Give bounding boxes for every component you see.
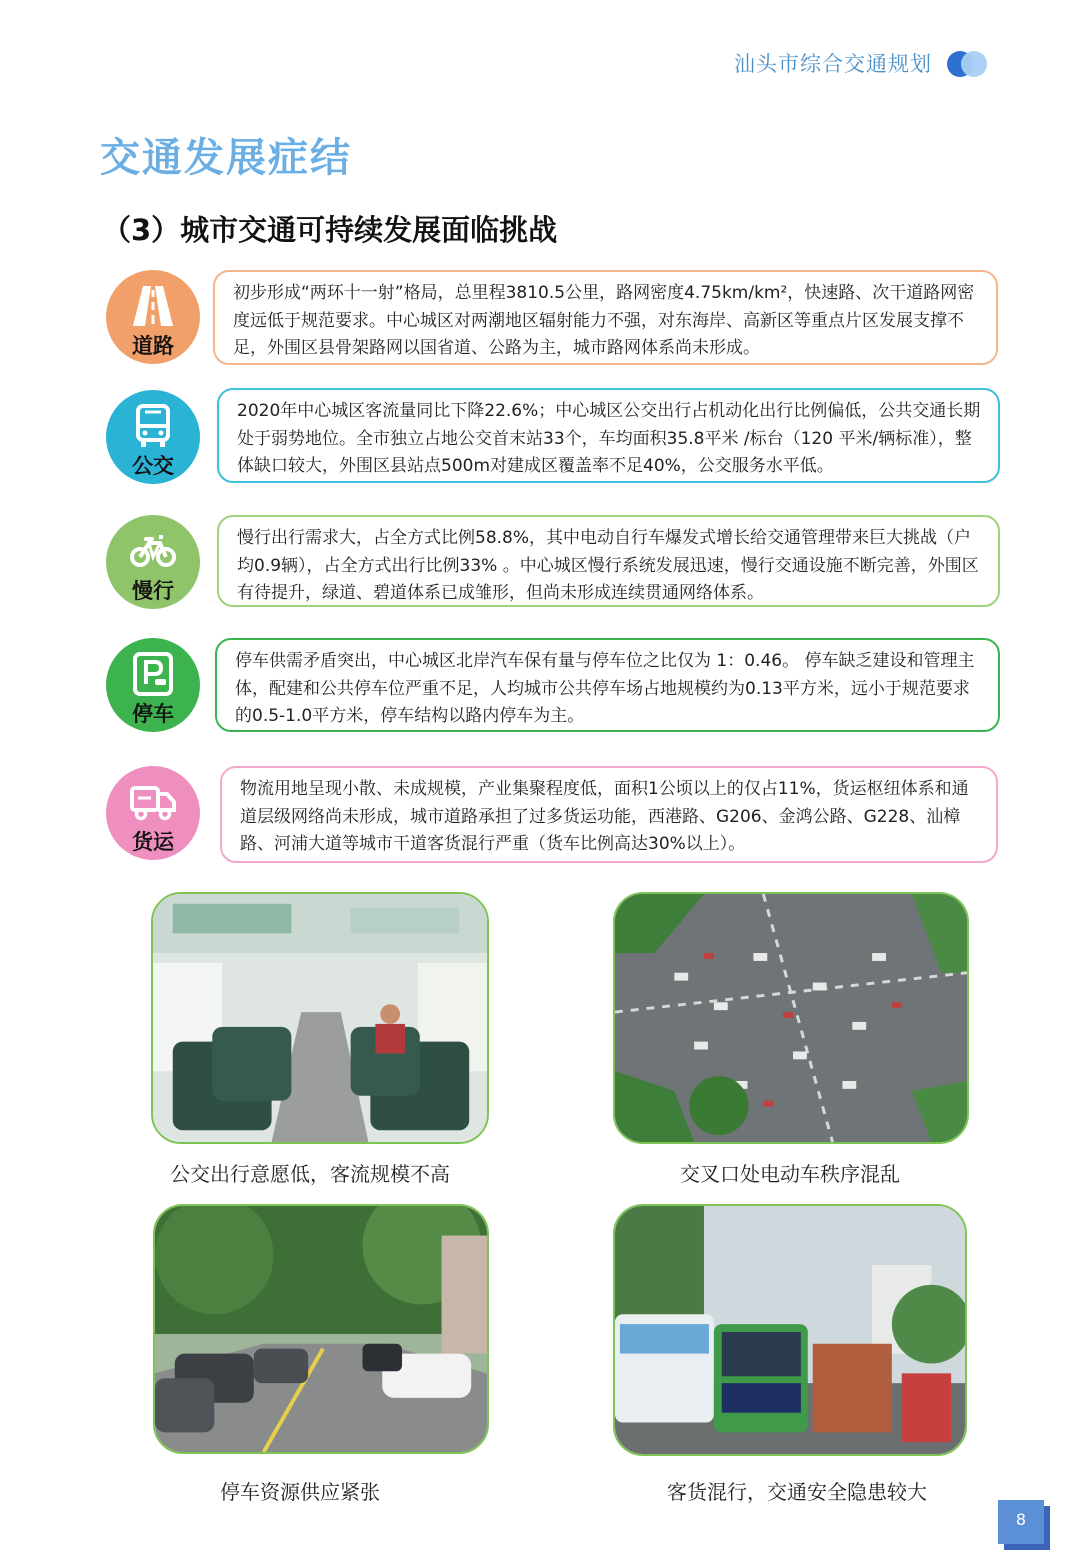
bus-badge bbox=[106, 390, 200, 484]
freight-label: 货运 bbox=[132, 830, 174, 854]
slow-traffic-label: 慢行 bbox=[132, 579, 174, 603]
parking-text: 停车供需矛盾突出，中心城区北岸汽车保有量与停车位之比仅为 1：0.46。 停车缺乏建设和管理主体，配建和公共停车位严重不足，人均城市公共停车场占地规模约为0.13平方米，远小于规范要求的0.5-1.0平方米，停车结构以路内停车为主。 bbox=[215, 638, 1000, 732]
challenge-row-freight bbox=[0, 766, 1080, 866]
road-icon bbox=[129, 282, 177, 330]
bus-label: 公交 bbox=[132, 454, 174, 478]
truck-icon bbox=[129, 778, 177, 826]
road-badge bbox=[106, 270, 200, 364]
freight-text: 物流用地呈现小散、未成规模，产业集聚程度低，面积1公顷以上的仅占11%，货运枢纽体系和通道层级网络尚未形成，城市道路承担了过多货运功能，西港路、G206、金鸿公路、G228、汕樟路、河浦大道等城市干道客货混行严重（货车比例高达30%以上）。 bbox=[220, 766, 998, 863]
header-logo-dots bbox=[945, 49, 989, 79]
bicycle-icon bbox=[129, 527, 177, 575]
page-number: 8 bbox=[998, 1500, 1044, 1544]
road-label: 道路 bbox=[132, 334, 174, 358]
bus-text: 2020年中心城区客流量同比下降22.6%；中心城区公交出行占机动化出行比例偏低，公共交通长期处于弱势地位。全市独立占地公交首末站33个，车均面积35.8平米 /标台（120 平米/辆标准），整体缺口较大，外围区县站点500m对建成区覆盖率不足40%，公交服务水平低。 bbox=[217, 388, 1000, 483]
challenge-row-bus bbox=[0, 390, 1080, 490]
photo-parking-street bbox=[153, 1204, 489, 1454]
caption-parking-street: 停车资源供应紧张 bbox=[220, 1480, 380, 1504]
caption-bus-interior: 公交出行意愿低，客流规模不高 bbox=[170, 1162, 450, 1186]
bus-icon bbox=[129, 402, 177, 450]
caption-intersection: 交叉口处电动车秩序混乱 bbox=[680, 1162, 900, 1186]
parking-badge bbox=[106, 638, 200, 732]
photo-intersection bbox=[613, 892, 969, 1144]
parking-icon bbox=[129, 650, 177, 698]
road-text: 初步形成“两环十一射”格局，总里程3810.5公里，路网密度4.75km/km²，快速路、次干道路网密度远低于规范要求。中心城区对两潮地区辐射能力不强，对东海岸、高新区等重点片区发展支撑不足，外围区县骨架路网以国省道、公路为主，城市路网体系尚未形成。 bbox=[213, 270, 998, 365]
header-title: 汕头市综合交通规划 bbox=[734, 52, 932, 76]
challenge-row-parking bbox=[0, 638, 1080, 738]
photo-bus-interior bbox=[151, 892, 489, 1144]
slow-traffic-badge bbox=[106, 515, 200, 609]
caption-mixed-traffic: 客货混行，交通安全隐患较大 bbox=[667, 1480, 927, 1504]
section-title: （3）城市交通可持续发展面临挑战 bbox=[102, 213, 558, 247]
slow-traffic-text: 慢行出行需求大，占全方式比例58.8%，其中电动自行车爆发式增长给交通管理带来巨大挑战（户均0.9辆），占全方式出行比例33% 。中心城区慢行系统发展迅速，慢行交通设施不断完善，外围区有待提升，绿道、碧道体系已成雏形，但尚未形成连续贯通网络体系。 bbox=[217, 515, 1000, 607]
freight-badge bbox=[106, 766, 200, 860]
challenge-row-road bbox=[0, 270, 1080, 370]
challenge-row-slow-traffic bbox=[0, 515, 1080, 615]
parking-label: 停车 bbox=[132, 702, 174, 726]
photo-mixed-traffic bbox=[613, 1204, 967, 1456]
page-title: 交通发展症结 bbox=[100, 135, 352, 181]
